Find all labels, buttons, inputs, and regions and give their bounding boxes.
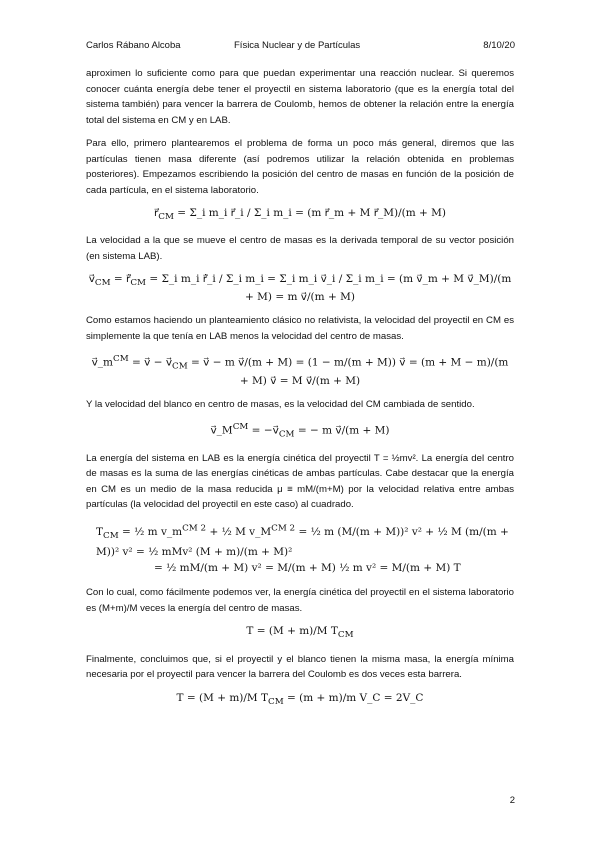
paragraph: Como estamos haciendo un planteamiento clásico no relativista, la velocidad del proyectil en CM es simplemente la que tenía en LAB menos la velocidad del centro de masas.: [86, 315, 514, 342]
equation-lab-energy: T = (M + m)/M $T_{CM}$: [246, 625, 354, 641]
paragraph: La energía del sistema en LAB es la energía cinética del proyectil T = ½mv². La energía del centro de masas es la suma de las energías cinéticas de ambas partículas. Cabe destacar que la energía en CM es un medio de la masa reducida μ ≡ mM/(m+M) por la velocidad relativa entre ambas partículas (la velocidad del proyectil en este caso) al cuadrado.: [86, 452, 514, 511]
equation-cm-position: $r⃗_{CM}$ = Σ_i m_i r⃗_i / Σ_i m_i = (m r⃗_m + M r⃗_M)/(m + M): [153, 207, 447, 223]
header-subject: Física Nuclear y de Partículas: [234, 40, 361, 51]
equation-projectile-cm-velocity: $v⃗\_m^{CM}$ = v⃗ − $v⃗_{CM}$ = v⃗ − m v⃗/(m + M) = (1 − m/(m + M)) v⃗ = (m + M − m)/(m + M) v⃗ = M v⃗/(m + M): [91, 354, 509, 387]
equation-target-cm-velocity: $v⃗\_M^{CM}$ = $-v⃗_{CM}$ = − m v⃗/(m + M): [210, 422, 390, 440]
header-date: 8/10/20: [483, 40, 515, 51]
paragraph: La velocidad a la que se mueve el centro de masas es la derivada temporal de su vector posición (en sistema LAB).: [86, 235, 514, 262]
paragraph: aproximen lo suficiente como para que puedan experimentar una reacción nuclear. Si queremos conocer cuánta energía debe tener el proyectil en sistema laboratorio (que es la energía total del sistema también) para vencer la barrera de Coulomb, hemos de obtener la relación entre la energía total del sistema en CM y en LAB.: [86, 68, 514, 126]
equation-cm-velocity: $v⃗_{CM}$ = $r⃗̇_{CM}$ = Σ_i m_i r⃗̇_i / Σ_i m_i = Σ_i m_i v⃗_i / Σ_i m_i = (m v⃗_m + M v⃗_M)/(m + M) = m v⃗/(m + M): [88, 273, 512, 304]
paragraph: Finalmente, concluimos que, si el proyectil y el blanco tienen la misma masa, la energía mínima necesaria por el proyectil para vencer la barrera del Coulomb es dos veces esta barrera.: [86, 653, 514, 681]
equation-cm-energy-line1: $T_{CM}$ = ½ m $v\_m^{CM 2}$ + ½ M $v\_M^{CM 2}$ = ½ m (M/(m + M))² v² + ½ M (m/(m + M))² v² = ½ mMv² (M + m)/(m + M)²: [96, 523, 509, 559]
equation-cm-energy: [86, 521, 514, 577]
page-body: [86, 66, 514, 718]
paragraph: Y la velocidad del blanco en centro de masas, es la velocidad del CM cambiada de sentido.: [86, 398, 475, 410]
paragraph: Con lo cual, como fácilmente podemos ver, la energía cinética del proyectil en el sistema laboratorio es (M+m)/M veces la energía del centro de masas.: [86, 587, 514, 614]
page-number: 2: [509, 795, 515, 806]
header-author: Carlos Rábano Alcoba: [86, 40, 181, 51]
paragraph: Para ello, primero plantearemos el problema de forma un poco más general, diremos que las partículas tienen masa diferente (así podremos utilizar la relación obtenida en problemas posteriores). Empezamos escribiendo la posición del centro de masas en función de la posición de cada partícula, en el sistema laboratorio.: [86, 138, 514, 196]
equation-cm-energy-line2: = ½ mM/(m + M) v² = M/(m + M) ½ m v² = M/(m + M) T: [154, 562, 461, 575]
equation-final-result: T = (M + m)/M $T_{CM} = (m + m)/m$ V_C = 2V_C: [176, 691, 424, 707]
